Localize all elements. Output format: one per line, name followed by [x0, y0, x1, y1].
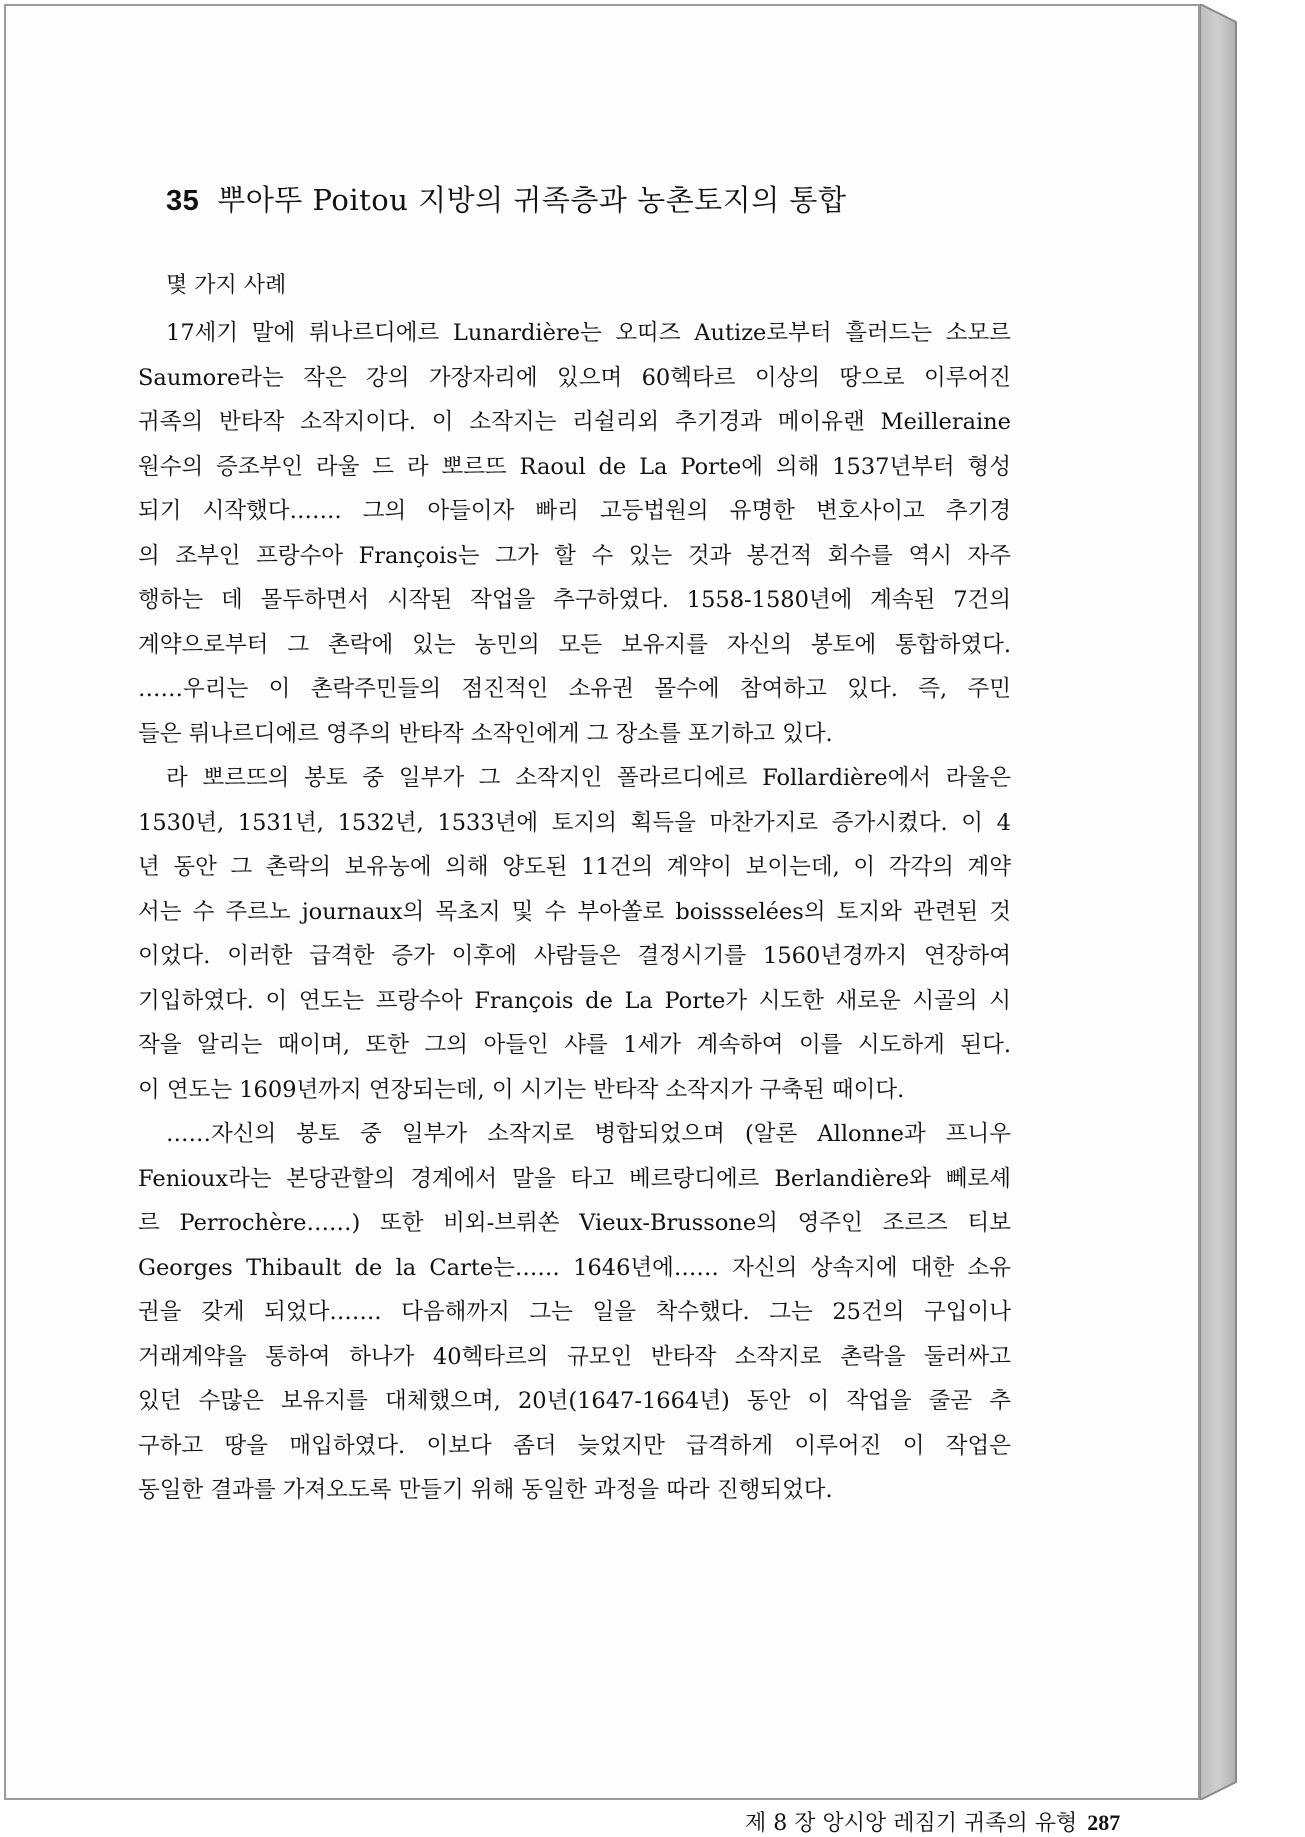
text-line: 17세기 말에 뤼나르디에르 Lunardière는 오띠즈 Autize로부터 흘러드는 소모르: [166, 320, 1011, 346]
chapter-title: [166, 178, 846, 219]
text-line: ……자신의 봉토 중 일부가 소작지로 병합되었으며 (알론 Allonne과 프니우: [166, 1121, 1011, 1147]
text-line: 권을 갖게 되었다……. 다음해까지 그는 일을 착수했다. 그는 25건의 구입이나: [138, 1299, 1011, 1325]
text-line: 구하고 땅을 매입하였다. 이보다 좀더 늦었지만 급격하게 이루어진 이 작업은: [138, 1432, 1011, 1459]
page-number: 287: [1087, 1810, 1121, 1835]
text-line: 이었다. 이러한 급격한 증가 이후에 사람들은 결정시기를 1560년경까지 연장하여: [138, 943, 1011, 969]
paragraph: [138, 311, 1011, 756]
text-line: 서는 수 주르노 journaux의 목초지 및 수 부아쏠로 boissselées의 토지와 관련된 것: [138, 898, 1011, 925]
text-line: 의 조부인 프랑수아 François는 그가 할 수 있는 것과 봉건적 회수를 역시 자주: [138, 542, 1011, 569]
text-line: 귀족의 반타작 소작지이다. 이 소작지는 리쉴리외 추기경과 메이유랜 Meilleraine: [138, 409, 1011, 435]
chapter-number: 35: [166, 185, 200, 217]
text-line: Saumore라는 작은 강의 가장자리에 있으며 60헥타르 이상의 땅으로 이루어진: [138, 364, 1011, 391]
text-line: 행하는 데 몰두하면서 시작된 작업을 추구하였다. 1558-1580년에 계속된 7건의: [138, 587, 1011, 613]
text-line: 년 동안 그 촌락의 보유농에 의해 양도된 11건의 계약이 보이는데, 이 각각의 계약: [138, 854, 1011, 880]
chapter-title-text: 뿌아뚜 Poitou 지방의 귀족층과 농촌토지의 통합: [217, 183, 847, 217]
text-line: 라 뽀르뜨의 봉토 중 일부가 그 소작지인 폴라르디에르 Follardière에서 라울은: [166, 765, 1011, 791]
running-head: 제 8 장 앙시앙 레짐기 귀족의 유형: [745, 1811, 1078, 1836]
text-line: ……우리는 이 촌락주민들의 점진적인 소유권 몰수에 참여하고 있다. 즉, 주민: [138, 676, 1011, 702]
text-line: 거래계약을 통하여 하나가 40헥타르의 규모인 반타작 소작지로 촌락을 둘러싸고: [138, 1343, 1011, 1370]
text-line: 1530년, 1531년, 1532년, 1533년에 토지의 획득을 마찬가지로 증가시켰다. 이 4: [138, 809, 1011, 836]
text-line: Georges Thibault de la Carte는…… 1646년에…… 자신의 상속지에 대한 소유: [138, 1254, 1011, 1281]
paragraph: [138, 756, 1011, 1112]
text-line: 계약으로부터 그 촌락에 있는 농민의 모든 보유지를 자신의 봉토에 통합하였다.: [138, 631, 1011, 658]
paragraph: [138, 1112, 1011, 1513]
text-line: 작을 알리는 때이며, 또한 그의 아들인 샤를 1세가 계속하여 이를 시도하게 된다.: [138, 1032, 1011, 1058]
text-line: 들은 뤼나르디에르 영주의 반타작 소작인에게 그 장소를 포기하고 있다.: [138, 720, 833, 747]
page-footer: [745, 1806, 1120, 1837]
text-line: Fenioux라는 본당관할의 경계에서 말을 타고 베르랑디에르 Berlandière와 뻬로셰: [138, 1165, 1011, 1192]
section-heading: 몇 가지 사례: [166, 273, 287, 298]
book-spine-edge: [1200, 4, 1240, 1800]
body-text: [138, 311, 1011, 1513]
text-line: 이 연도는 1609년까지 연장되는데, 이 시기는 반타작 소작지가 구축된 때이다.: [138, 1076, 905, 1103]
text-line: 있던 수많은 보유지를 대체했으며, 20년(1647-1664년) 동안 이 작업을 줄곧 추: [138, 1388, 1011, 1414]
text-line: 원수의 증조부인 라울 드 라 뽀르뜨 Raoul de La Porte에 의해 1537년부터 형성: [138, 453, 1011, 480]
text-line: 르 Perrochère……) 또한 비외-브뤼쏜 Vieux-Brussone의 영주인 조르즈 티보: [138, 1210, 1011, 1236]
text-line: 되기 시작했다……. 그의 아들이자 빠리 고등법원의 유명한 변호사이고 추기경: [138, 498, 1011, 524]
text-line: 동일한 결과를 가져오도록 만들기 위해 동일한 과정을 따라 진행되었다.: [138, 1477, 833, 1503]
text-line: 기입하였다. 이 연도는 프랑수아 François de La Porte가 시도한 새로운 시골의 시: [138, 987, 1011, 1014]
